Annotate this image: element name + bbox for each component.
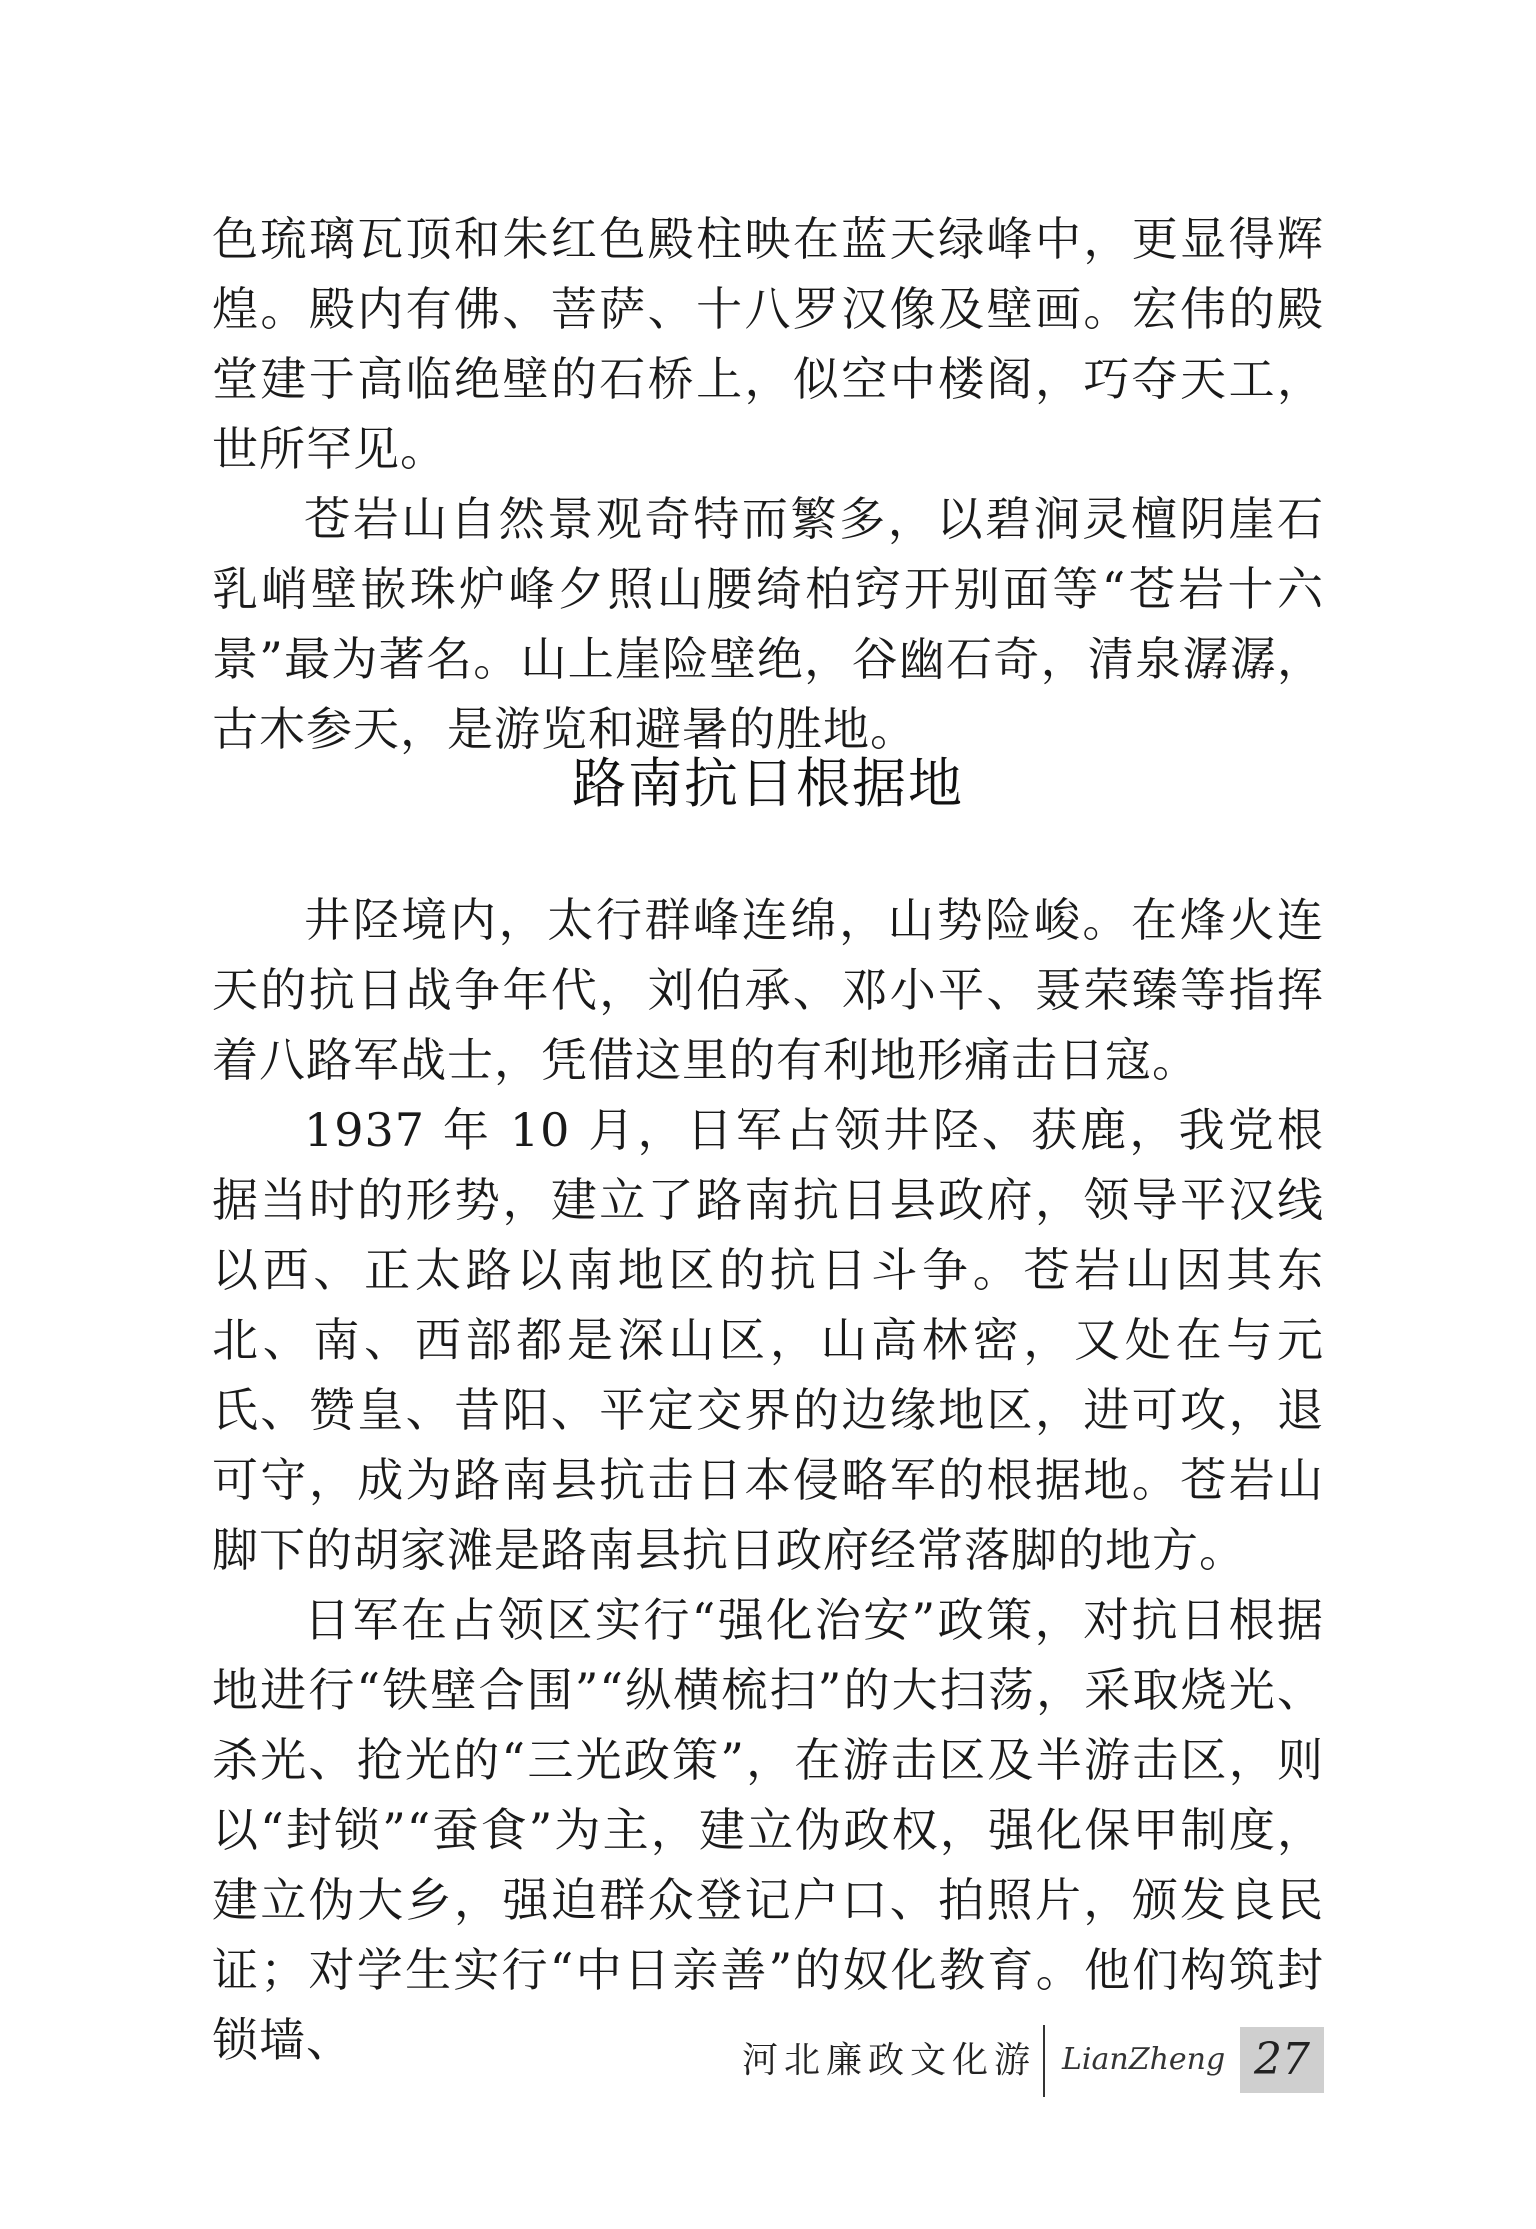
footer-divider bbox=[1043, 2025, 1045, 2097]
paragraph: 井陉境内，太行群峰连绵，山势险峻。在烽火连天的抗日战争年代，刘伯承、邓小平、聂荣臻等指挥着八路军战士，凭借这里的有利地形痛击日寇。 bbox=[212, 893, 1324, 1087]
body-text-block bbox=[212, 885, 1324, 2075]
page-footer bbox=[0, 2025, 1536, 2099]
paragraph: 苍岩山自然景观奇特而繁多，以碧涧灵檀阴崖石乳峭壁嵌珠炉峰夕照山腰绮柏窍开别面等“苍岩十六景”最为著名。山上崖险壁绝，谷幽石奇，清泉潺潺，古木参天，是游览和避暑的胜地。 bbox=[212, 492, 1324, 756]
series-title: 河北廉政文化游 bbox=[741, 2040, 1036, 2081]
brand-logotype: LianZheng bbox=[1062, 2042, 1226, 2077]
paragraph: 日军在占领区实行“强化治安”政策，对抗日根据地进行“铁壁合围”“纵横梳扫”的大扫荡，采取烧光、杀光、抢光的“三光政策”，在游击区及半游击区，则以“封锁”“蚕食”为主，建立伪政权，强化保甲制度，建立伪大乡，强迫群众登记户口、拍照片，颁发良民证；对学生实行“中日亲善”的奴化教育。他们构筑封锁墙、 bbox=[212, 1593, 1324, 2067]
page-number: 27 bbox=[1254, 2034, 1310, 2085]
page-number-box bbox=[1240, 2027, 1324, 2093]
section-title: 路南抗日根据地 bbox=[572, 752, 964, 815]
paragraph: 1937 年 10 月，日军占领井陉、获鹿，我党根据当时的形势，建立了路南抗日县政府，领导平汉线以西、正太路以南地区的抗日斗争。苍岩山因其东北、南、西部都是深山区，山高林密，又处在与元氏、赞皇、昔阳、平定交界的边缘地区，进可攻，退可守，成为路南县抗击日本侵略军的根据地。苍岩山脚下的胡家滩是路南县抗日政府经常落脚的地方。 bbox=[212, 1103, 1324, 1577]
top-text-block bbox=[212, 204, 1324, 764]
paragraph: 色琉璃瓦顶和朱红色殿柱映在蓝天绿峰中，更显得辉煌。殿内有佛、菩萨、十八罗汉像及壁画。宏伟的殿堂建于高临绝壁的石桥上，似空中楼阁，巧夺天工，世所罕见。 bbox=[212, 212, 1324, 476]
